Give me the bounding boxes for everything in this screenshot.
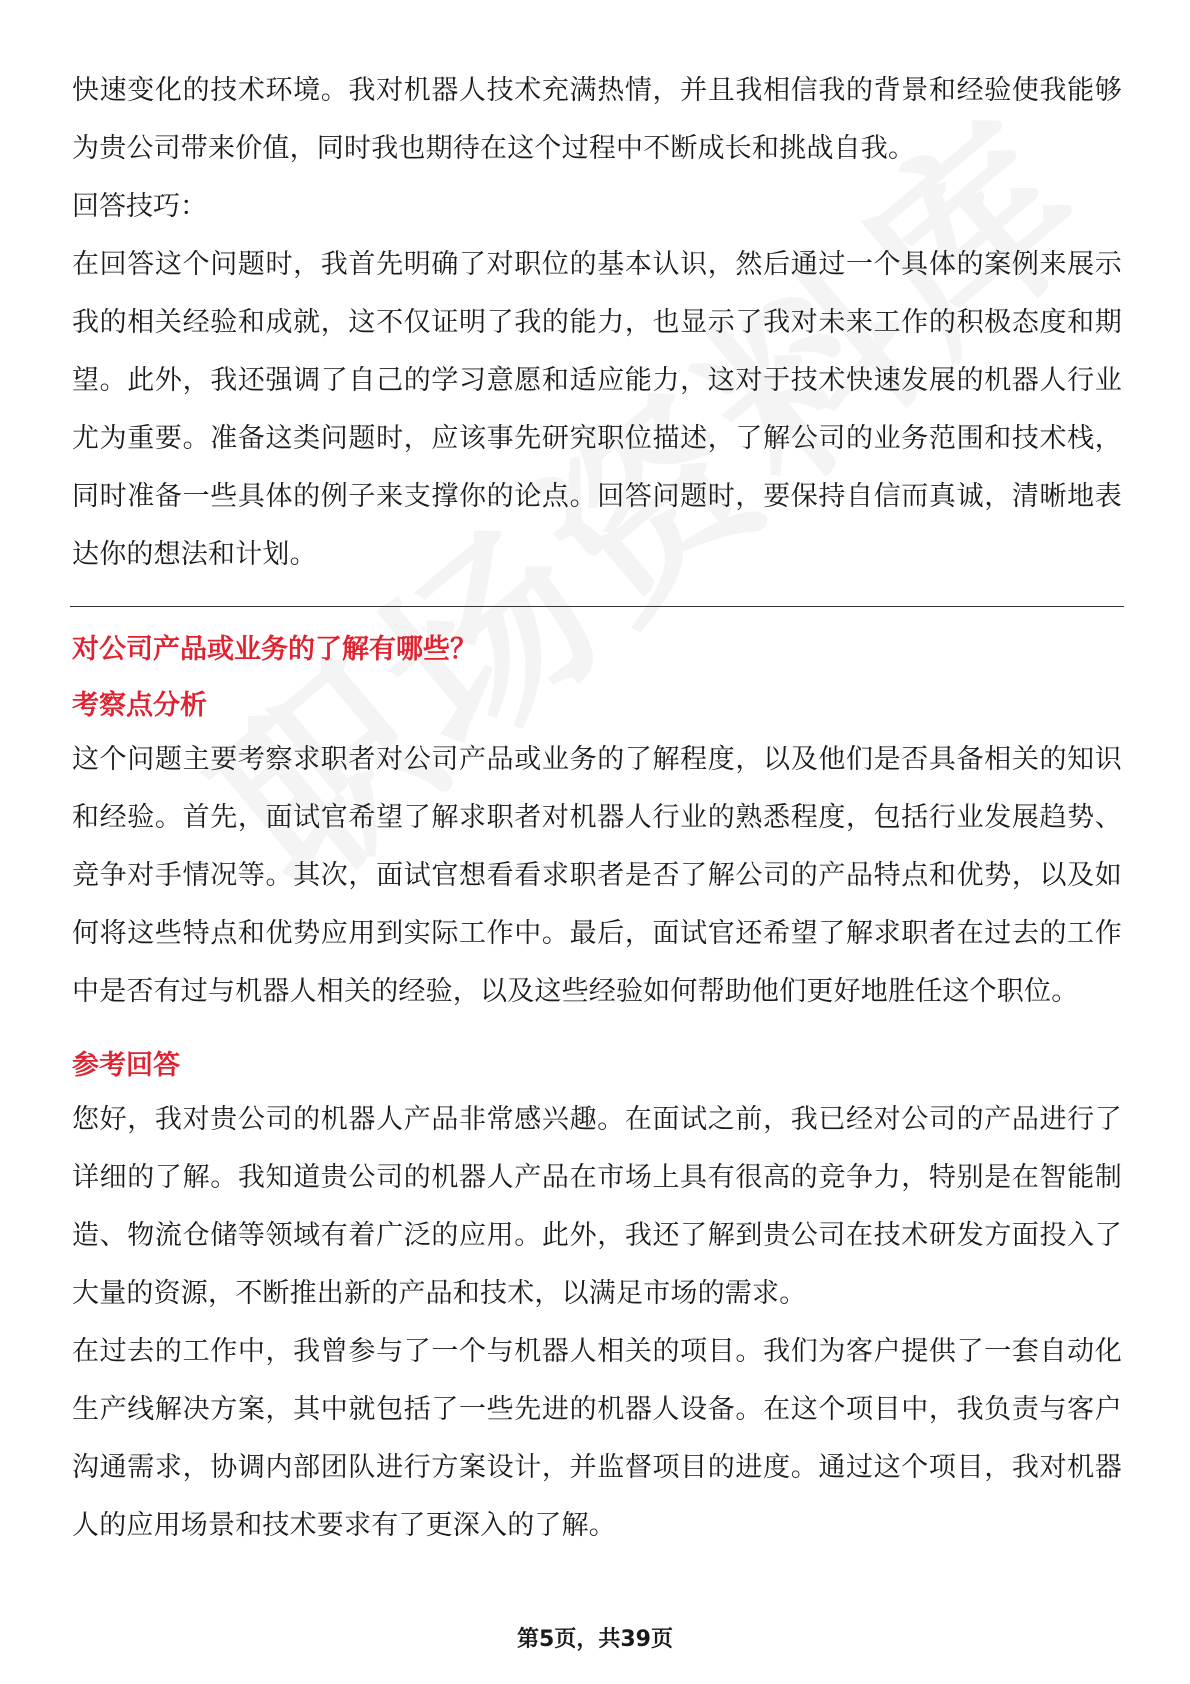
intro-paragraph-continuation: 快速变化的技术环境。我对机器人技术充满热情，并且我相信我的背景和经验使我能够为贵公司带来价值，同时我也期待在这个过程中不断成长和挑战自我。 — [72, 75, 1122, 164]
spacer — [72, 1021, 1122, 1035]
answer-heading: 参考回答 — [72, 1050, 180, 1081]
analysis-paragraph: 这个问题主要考察求职者对公司产品或业务的了解程度，以及他们是否具备相关的知识和经验。首先，面试官希望了解求职者对机器人行业的熟悉程度，包括行业发展趋势、竞争对手情况等。其次，面试官想看看求职者是否了解公司的产品特点和优势，以及如何将这些特点和优势应用到实际工作中。最后，面试官还希望了解求职者在过去的工作中是否有过与机器人相关的经验，以及这些经验如何帮助他们更好地胜任这个职位。 — [72, 744, 1122, 1007]
question-title: 对公司产品或业务的了解有哪些？ — [72, 634, 477, 665]
answer-paragraph-2: 在过去的工作中，我曾参与了一个与机器人相关的项目。我们为客户提供了一套自动化生产线解决方案，其中就包括了一些先进的机器人设备。在这个项目中，我负责与客户沟通需求，协调内部团队进行方案设计，并监督项目的进度。通过这个项目，我对机器人的应用场景和技术要求有了更深入的了解。 — [72, 1336, 1122, 1541]
tips-paragraph: 在回答这个问题时，我首先明确了对职位的基本认识，然后通过一个具体的案例来展示我的相关经验和成就，这不仅证明了我的能力，也显示了我对未来工作的积极态度和期望。此外，我还强调了自己的学习意愿和适应能力，这对于技术快速发展的机器人行业尤为重要。准备这类问题时，应该事先研究职位描述，了解公司的业务范围和技术栈，同时准备一些具体的例子来支撑你的论点。回答问题时，要保持自信而真诚，清晰地表达你的想法和计划。 — [72, 249, 1122, 570]
section-divider — [70, 606, 1124, 607]
analysis-heading: 考察点分析 — [72, 690, 207, 721]
tips-label: 回答技巧： — [72, 191, 207, 222]
page-content — [72, 62, 1122, 1555]
page-footer: 第5页，共39页 — [517, 1627, 673, 1652]
answer-paragraph-1: 您好，我对贵公司的机器人产品非常感兴趣。在面试之前，我已经对公司的产品进行了详细的了解。我知道贵公司的机器人产品在市场上具有很高的竞争力，特别是在智能制造、物流仓储等领域有着广泛的应用。此外，我还了解到贵公司在技术研发方面投入了大量的资源，不断推出新的产品和技术，以满足市场的需求。 — [72, 1104, 1122, 1309]
